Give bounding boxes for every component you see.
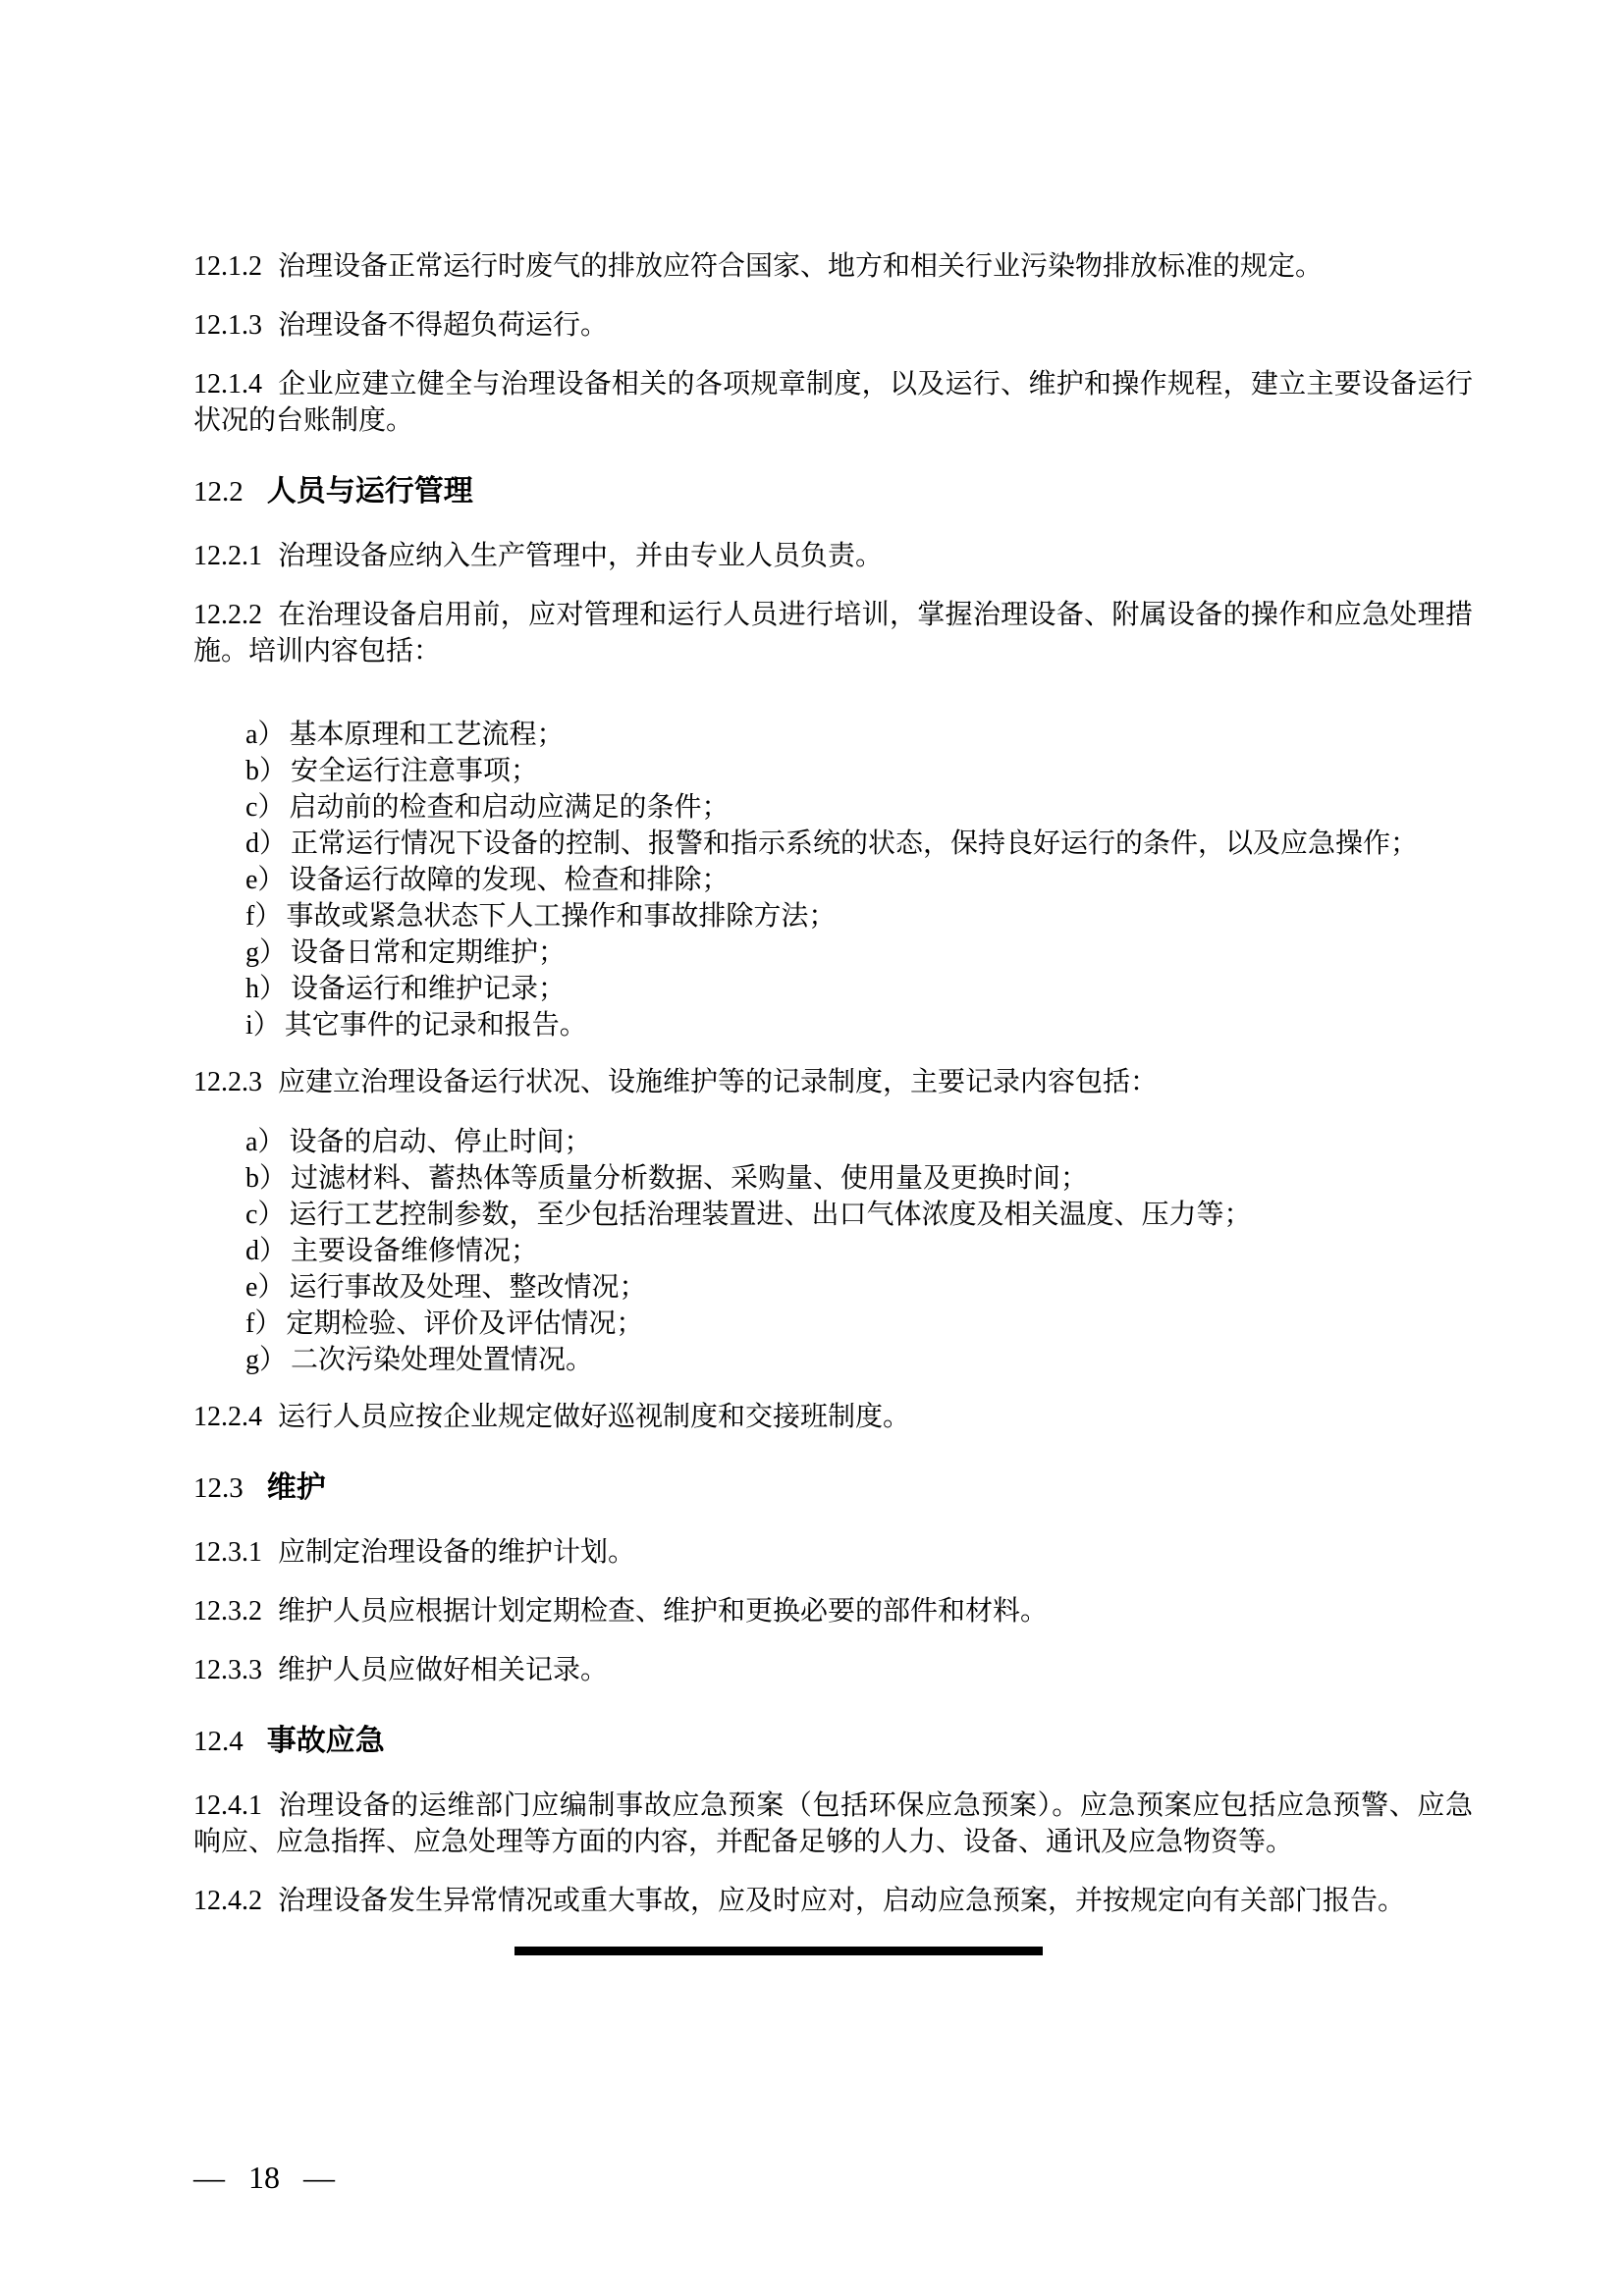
section-title: 维护 <box>266 1471 326 1504</box>
list-item <box>245 717 1473 753</box>
item-label: b） <box>245 1163 288 1194</box>
item-label: f） <box>245 901 283 932</box>
list-item <box>245 1160 1473 1197</box>
clause-number: 12.4.1 <box>193 1790 262 1821</box>
footer-left-dash: — <box>193 2160 225 2195</box>
record-content-list <box>193 1124 1473 1378</box>
clause-12-4-1 <box>193 1788 1473 1860</box>
item-text: 运行事故及处理、整改情况； <box>289 1272 647 1303</box>
clause-number: 12.1.3 <box>193 310 262 341</box>
item-label: d） <box>245 828 288 859</box>
clause-number: 12.3.1 <box>193 1537 262 1568</box>
clause-text: 企业应建立健全与治理设备相关的各项规章制度，以及运行、维护和操作规程，建立主要设备运行状况的台账制度。 <box>193 369 1473 436</box>
clause-text: 治理设备的运维部门应编制事故应急预案（包括环保应急预案）。应急预案应包括应急预警、应急响应、应急指挥、应急处理等方面的内容，并配备足够的人力、设备、通讯及应急物资等。 <box>193 1790 1473 1857</box>
training-content-list <box>193 717 1473 1043</box>
clause-text: 治理设备发生异常情况或重大事故，应及时应对，启动应急预案，并按规定向有关部门报告。 <box>278 1886 1406 1916</box>
list-item <box>245 971 1473 1007</box>
list-item <box>245 862 1473 898</box>
item-text: 安全运行注意事项； <box>291 756 539 786</box>
item-label: e） <box>245 865 286 895</box>
item-text: 设备的启动、停止时间； <box>289 1127 592 1157</box>
clause-number: 12.1.2 <box>193 251 262 282</box>
clause-text: 治理设备应纳入生产管理中，并由专业人员负责。 <box>278 541 884 571</box>
clause-number: 12.3.3 <box>193 1655 262 1685</box>
clause-number: 12.4.2 <box>193 1886 262 1916</box>
item-text: 设备日常和定期维护； <box>291 937 567 968</box>
item-text: 主要设备维修情况； <box>291 1236 539 1266</box>
section-number: 12.2 <box>193 476 244 507</box>
item-text: 基本原理和工艺流程； <box>289 720 565 750</box>
section-heading-12-3 <box>193 1469 1473 1507</box>
clause-12-1-3 <box>193 307 1473 344</box>
clause-number: 12.2.2 <box>193 600 262 630</box>
list-item <box>245 1269 1473 1306</box>
clause-text: 应建立治理设备运行状况、设施维护等的记录制度，主要记录内容包括： <box>278 1067 1159 1097</box>
clause-12-1-2 <box>193 248 1473 285</box>
clause-12-3-1 <box>193 1534 1473 1571</box>
clause-12-2-1 <box>193 538 1473 574</box>
list-item <box>245 1342 1473 1378</box>
item-text: 启动前的检查和启动应满足的条件； <box>289 792 730 823</box>
clause-12-3-2 <box>193 1593 1473 1629</box>
list-item <box>245 898 1473 934</box>
item-text: 运行工艺控制参数，至少包括治理装置进、出口气体浓度及相关温度、压力等； <box>289 1200 1252 1230</box>
list-item <box>245 934 1473 971</box>
clause-number: 12.2.4 <box>193 1402 262 1432</box>
section-heading-12-4 <box>193 1723 1473 1760</box>
list-item <box>245 1197 1473 1233</box>
clause-12-2-2 <box>193 597 1473 669</box>
clause-12-2-4 <box>193 1399 1473 1435</box>
clause-text: 运行人员应按企业规定做好巡视制度和交接班制度。 <box>278 1402 911 1432</box>
list-item <box>245 1306 1473 1342</box>
item-label: i） <box>245 1010 281 1041</box>
section-number: 12.4 <box>193 1726 244 1757</box>
list-item <box>245 753 1473 789</box>
item-text: 设备运行和维护记录； <box>291 974 567 1004</box>
clause-text: 维护人员应根据计划定期检查、维护和更换必要的部件和材料。 <box>278 1596 1049 1627</box>
clause-text: 维护人员应做好相关记录。 <box>278 1655 609 1685</box>
item-text: 其它事件的记录和报告。 <box>284 1010 587 1041</box>
clause-text: 应制定治理设备的维护计划。 <box>278 1537 636 1568</box>
item-label: g） <box>245 937 288 968</box>
item-label: e） <box>245 1272 286 1303</box>
list-item <box>245 789 1473 826</box>
item-text: 设备运行故障的发现、检查和排除； <box>289 865 730 895</box>
item-label: f） <box>245 1308 283 1339</box>
item-text: 事故或紧急状态下人工操作和事故排除方法； <box>286 901 837 932</box>
item-label: b） <box>245 756 288 786</box>
end-of-document-rule <box>514 1947 1043 1955</box>
section-title: 人员与运行管理 <box>266 475 473 507</box>
clause-12-3-3 <box>193 1652 1473 1688</box>
clause-number: 12.3.2 <box>193 1596 262 1627</box>
list-item <box>245 1124 1473 1160</box>
item-label: g） <box>245 1345 288 1375</box>
item-text: 正常运行情况下设备的控制、报警和指示系统的状态，保持良好运行的条件，以及应急操作； <box>291 828 1419 859</box>
item-text: 二次污染处理处置情况。 <box>291 1345 594 1375</box>
section-number: 12.3 <box>193 1472 244 1504</box>
list-item <box>245 1007 1473 1043</box>
item-label: d） <box>245 1236 288 1266</box>
clause-number: 12.2.1 <box>193 541 262 571</box>
item-label: a） <box>245 1127 286 1157</box>
item-text: 定期检验、评价及评估情况； <box>286 1308 644 1339</box>
clause-12-1-4 <box>193 366 1473 439</box>
page-footer <box>193 2160 335 2196</box>
item-label: h） <box>245 974 288 1004</box>
clause-number: 12.1.4 <box>193 369 262 400</box>
item-label: c） <box>245 1200 286 1230</box>
list-item <box>245 1233 1473 1269</box>
clause-12-2-3 <box>193 1064 1473 1100</box>
clause-text: 治理设备不得超负荷运行。 <box>278 310 609 341</box>
clause-12-4-2 <box>193 1883 1473 1919</box>
footer-right-dash: — <box>303 2160 335 2195</box>
list-item <box>245 826 1473 862</box>
item-label: c） <box>245 792 286 823</box>
section-heading-12-2 <box>193 473 1473 510</box>
item-label: a） <box>245 720 286 750</box>
clause-text: 治理设备正常运行时废气的排放应符合国家、地方和相关行业污染物排放标准的规定。 <box>278 251 1324 282</box>
section-title: 事故应急 <box>266 1725 385 1757</box>
page-number: 18 <box>248 2160 280 2195</box>
item-text: 过滤材料、蓄热体等质量分析数据、采购量、使用量及更换时间； <box>291 1163 1089 1194</box>
clause-number: 12.2.3 <box>193 1067 262 1097</box>
clause-text: 在治理设备启用前，应对管理和运行人员进行培训，掌握治理设备、附属设备的操作和应急处理措施。培训内容包括： <box>193 600 1473 667</box>
